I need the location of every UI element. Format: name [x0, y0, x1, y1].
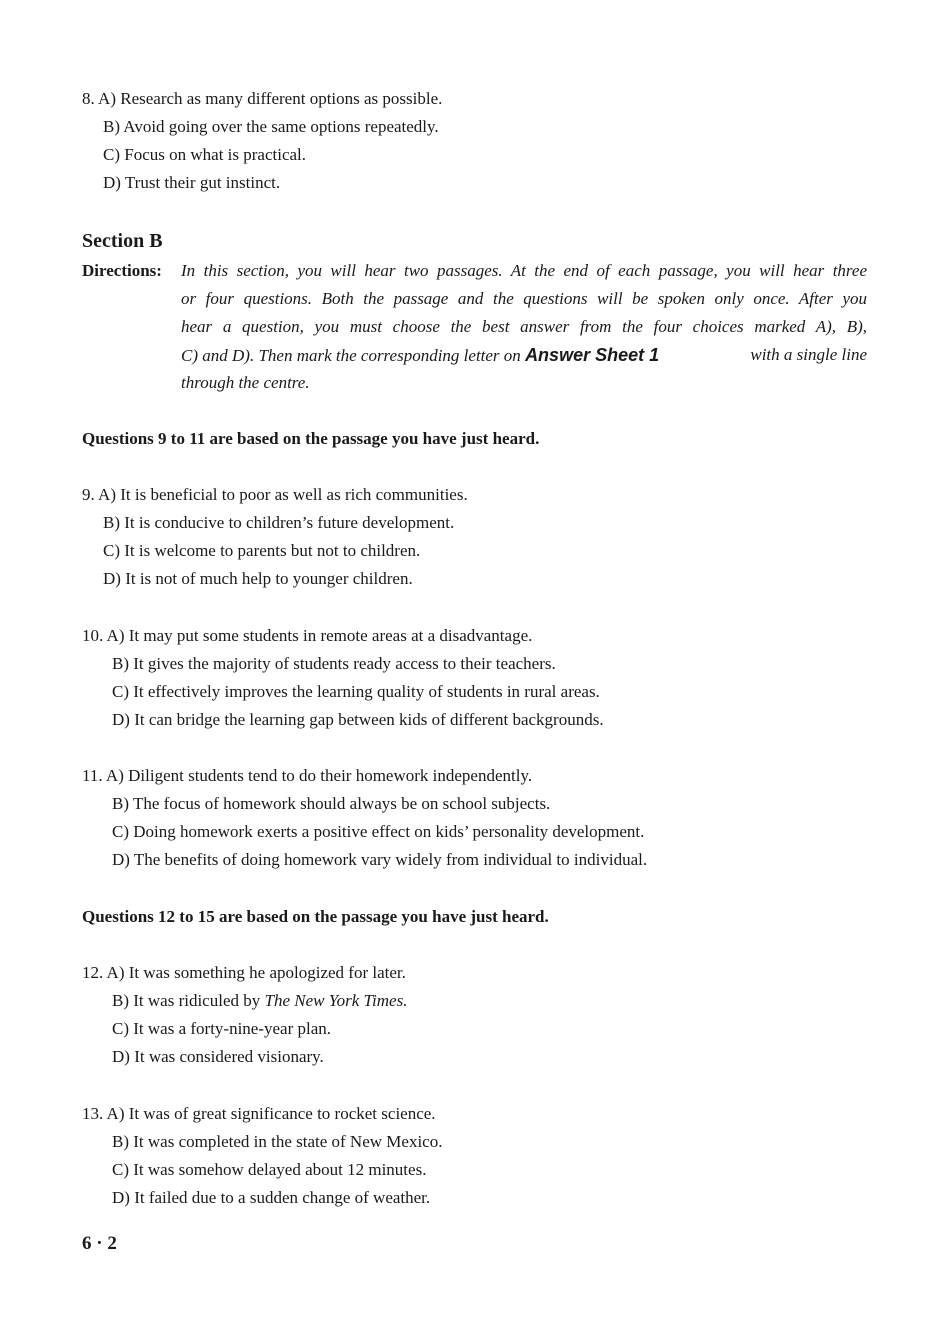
q13-option-d: D) It failed due to a sudden change of weather. [112, 1188, 431, 1207]
page-number: 6 · 2 [82, 1233, 117, 1254]
q11-option-b: B) The focus of homework should always be on school subjects. [112, 794, 551, 813]
q9-option-d: D) It is not of much help to younger children. [103, 569, 413, 588]
answer-sheet-reference: Answer Sheet 1 [525, 345, 660, 365]
directions-line-4-pre: C) and D). Then mark the corresponding letter on [181, 346, 526, 365]
q12-option-a: 12. A) It was something he apologized for later. [82, 963, 406, 982]
q11-option-d: D) The benefits of doing homework vary widely from individual to individual. [112, 850, 648, 869]
q10-option-d: D) It can bridge the learning gap between kids of different backgrounds. [112, 710, 604, 729]
q9-option-c: C) It is welcome to parents but not to children. [103, 541, 421, 560]
directions-line-3: hear a question, you must choose the best answer from the four choices marked A), B), [181, 317, 867, 336]
directions-label: Directions: [82, 261, 162, 280]
group-1-heading: Questions 9 to 11 are based on the passage you have just heard. [82, 429, 540, 448]
q13-option-c: C) It was somehow delayed about 12 minutes. [112, 1160, 427, 1179]
q11-option-a: 11. A) Diligent students tend to do their homework independently. [82, 766, 533, 785]
q12-option-b [112, 991, 407, 1011]
q8-option-b: B) Avoid going over the same options repeatedly. [103, 117, 439, 136]
directions-line-2: or four questions. Both the passage and the questions will be spoken only once. After you [181, 289, 867, 308]
group-2-heading: Questions 12 to 15 are based on the passage you have just heard. [82, 907, 549, 926]
q10-option-a: 10. A) It may put some students in remote areas at a disadvantage. [82, 626, 533, 645]
q12-option-d: D) It was considered visionary. [112, 1047, 324, 1066]
q13-option-b: B) It was completed in the state of New Mexico. [112, 1132, 443, 1151]
q8-option-c: C) Focus on what is practical. [103, 145, 307, 164]
q12-option-b-text: B) It was ridiculed by [112, 991, 265, 1010]
q10-option-b: B) It gives the majority of students ready access to their teachers. [112, 654, 556, 673]
directions-line-4-text [181, 345, 659, 366]
q13-option-a: 13. A) It was of great significance to rocket science. [82, 1104, 436, 1123]
q11-option-c: C) Doing homework exerts a positive effect on kids’ personality development. [112, 822, 645, 841]
q12-option-c: C) It was a forty-nine-year plan. [112, 1019, 332, 1038]
directions-line-1: In this section, you will hear two passages. At the end of each passage, you will hear three [181, 261, 867, 280]
section-title: Section B [82, 230, 163, 252]
directions-line-4-post: with a single line [750, 345, 867, 364]
q9-option-a: 9. A) It is beneficial to poor as well as rich communities. [82, 485, 468, 504]
q8-option-a: 8. A) Research as many different options as possible. [82, 89, 443, 108]
directions-line-4 [181, 345, 867, 366]
q8-option-d: D) Trust their gut instinct. [103, 173, 281, 192]
q12-option-b-publication: The New York Times. [264, 991, 408, 1010]
q9-option-b: B) It is conducive to children’s future development. [103, 513, 455, 532]
q10-option-c: C) It effectively improves the learning quality of students in rural areas. [112, 682, 600, 701]
directions-line-5: through the centre. [181, 373, 310, 392]
